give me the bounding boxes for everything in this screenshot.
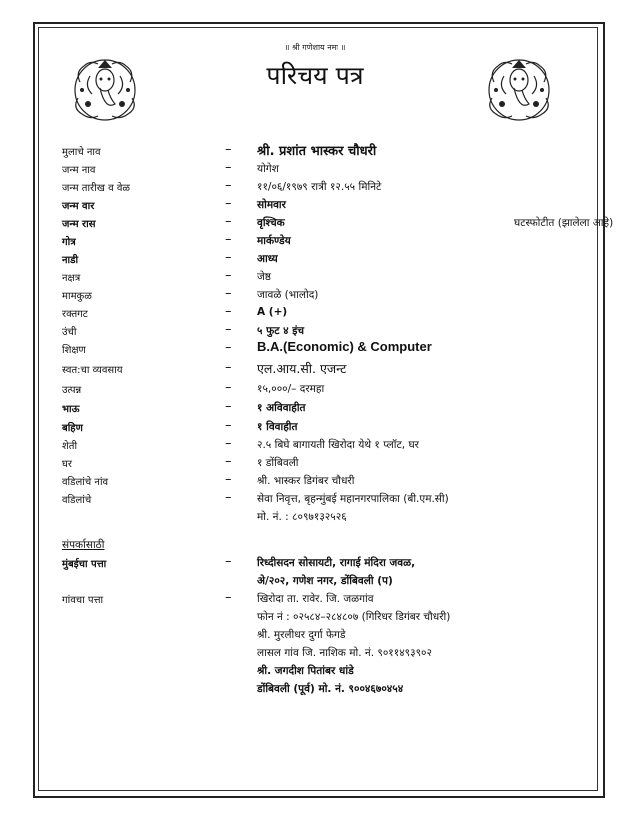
separator-dash: – [225, 232, 232, 247]
field-value: श्री. भास्कर डिगंबर चौधरी [257, 475, 355, 487]
address-line: लासल गांव जि. नाशिक मो. नं. ९०११४९३९०२ [257, 647, 432, 659]
address-line: अे/२०२, गणेश नगर, डोंबिवली (प) [257, 575, 393, 587]
field-value: आध्य [257, 253, 278, 265]
field-value: २.५ बिघे बागायती खिरोदा येथे १ प्लॉट, घर [257, 439, 419, 451]
separator-dash: – [225, 142, 232, 157]
field-label: मुंबईचा पत्ता [62, 559, 107, 570]
field-label: स्वत:चा व्यवसाय [62, 365, 123, 376]
separator-dash: – [225, 160, 232, 175]
field-label: घर [62, 459, 72, 470]
field-label: भाऊ [62, 404, 80, 415]
separator-dash: – [225, 590, 232, 605]
field-label: बहिण [62, 423, 83, 434]
separator-dash: – [225, 250, 232, 265]
field-label: शिक्षण [62, 345, 86, 356]
field-label: रक्तगट [62, 309, 88, 320]
father-mobile: मो. नं. : ८०९७१३२५२६ [257, 511, 347, 523]
ganesha-emblem-left [70, 52, 140, 124]
field-value: जेष्ठ [257, 271, 271, 283]
field-label: शेती [62, 441, 78, 452]
field-value: A (+) [257, 306, 288, 318]
field-label: गोत्र [62, 237, 76, 248]
separator-dash: – [225, 214, 232, 229]
separator-dash: – [225, 340, 232, 355]
field-value: सेवा निवृत्त, बृहन्मुंबई महानगरपालिका (बी.एम.सी) [257, 493, 449, 505]
address-line: डोंबिवली (पूर्व) मो. नं. ९००४६७०४५४ [257, 683, 404, 695]
field-label: नाडी [62, 255, 79, 266]
field-value: योगेश [257, 163, 279, 175]
ganesha-emblem-right [484, 52, 554, 124]
page-title: परिचय पत्र [266, 61, 364, 90]
separator-dash: – [225, 418, 232, 433]
field-label: जन्म नाव [62, 165, 96, 176]
field-value: ५ फुट ४ इंच [257, 325, 305, 337]
separator-dash: – [225, 322, 232, 337]
address-line: फोन नं : ०२५८४–२८४८०७ (गिरिधर डिगंबर चौधरी) [257, 611, 451, 623]
separator-dash: – [225, 554, 232, 569]
field-label: वडिलांचे नांव [62, 477, 109, 488]
separator-dash: – [225, 454, 232, 469]
field-value: १५,०००/– दरमहा [257, 383, 325, 395]
field-value: वृश्चिक [257, 217, 285, 229]
field-value: १ डोंबिवली [257, 457, 299, 469]
invocation-text: ॥ श्री गणेशाय नमः ॥ [284, 43, 346, 52]
address-line: श्री. जगदीश पितांबर धांडे [257, 665, 354, 677]
separator-dash: – [225, 178, 232, 193]
separator-dash: – [225, 380, 232, 395]
field-label: मुलाचे नाव [62, 147, 101, 158]
address-line: खिरोदा ता. रावेर. जि. जळगांव [257, 593, 374, 605]
field-label: उंची [62, 327, 77, 338]
contact-heading: संपर्कासाठी [62, 539, 105, 551]
marital-status-note: घटस्फोटीत (झालेला आहे) [514, 217, 614, 229]
field-label: नक्षत्र [62, 273, 81, 284]
field-value: जावळे (भालोद) [257, 289, 319, 301]
separator-dash: – [225, 436, 232, 451]
separator-dash: – [225, 360, 232, 375]
field-label: जन्म वार [62, 201, 95, 212]
field-value: १ अविवाहीत [257, 402, 306, 414]
separator-dash: – [225, 490, 232, 505]
address-line: रिध्दीसदन सोसायटी, रागाई मंदिरा जवळ, [257, 557, 416, 569]
field-label: जन्म तारीख व वेळ [62, 183, 130, 194]
separator-dash: – [225, 196, 232, 211]
separator-dash: – [225, 399, 232, 414]
field-value: ११/०६/१९७९ रात्री १२.५५ मिनिटे [257, 181, 382, 193]
field-label: उत्पन्न [62, 385, 82, 396]
field-value: एल.आय.सी. एजन्ट [257, 361, 347, 376]
field-value: १ विवाहीत [257, 421, 298, 433]
field-label: वडिलांचे [62, 495, 92, 506]
field-value: मार्कण्डेय [257, 235, 291, 247]
separator-dash: – [225, 286, 232, 301]
field-label: मामकुळ [62, 291, 92, 302]
field-value: श्री. प्रशांत भास्कर चौधरी [257, 144, 377, 159]
separator-dash: – [225, 472, 232, 487]
field-value: सोमवार [257, 199, 286, 211]
separator-dash: – [225, 304, 232, 319]
field-label: गांवचा पत्ता [62, 595, 104, 606]
separator-dash: – [225, 268, 232, 283]
address-line: श्री. मुरलीधर दुर्गा फेगडे [257, 629, 346, 641]
field-label: जन्म रास [62, 219, 96, 230]
field-value: B.A.(Economic) & Computer [257, 339, 432, 354]
